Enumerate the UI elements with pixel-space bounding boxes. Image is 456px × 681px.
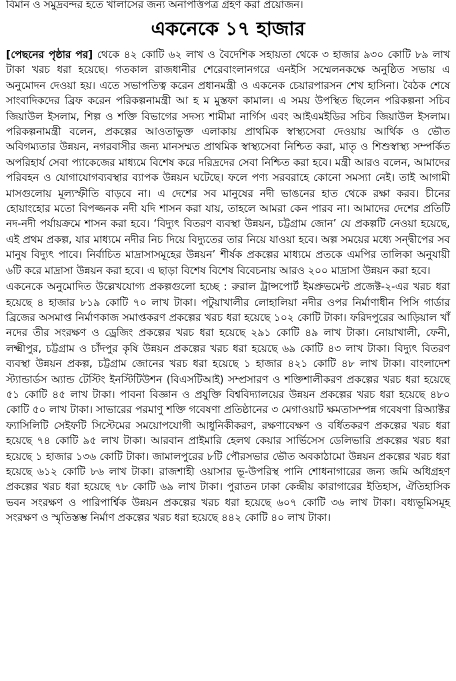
- previous-article-tail: বিমান ও সমুদ্রবন্দর হতে খালাসের জন্য অনাপত্তিপত্র গ্রহণ করা প্রয়োজন।: [6, 0, 304, 11]
- article-paragraph-1: [6, 48, 450, 279]
- continuation-label: [পেছনের পৃষ্ঠার পর]: [6, 49, 93, 61]
- article-paragraph-2: একনেকে অনুমোদিত উল্লেখযোগ্য প্রকল্পগুলো হচ্ছে : রুরাল ট্রান্সপোর্ট ইমপ্রুভমেন্ট প্রজেক্ট-২-এর খরচ ধরা হয়েছে ৪ হাজার ৮১৯ কোটি ৭০ লাখ টাকা। পটুয়াখালীর লোহালিয়া নদীর ওপর নির্মাণাধীন পিসি গার্ডার ব্রিজের অসমাপ্ত নির্মাণকাজ সমাপ্তকরণ প্রকল্পের খরচ ধরা হয়েছে ১০২ কোটি টাকা। ফরিদপুরের আড়িয়াল খাঁ নদের তীর সংরক্ষণ ও ড্রেজিং প্রকল্পের খরচ ধরা হয়েছে ২৯১ কোটি ৪৯ লাখ টাকা। নোয়াখালী, ফেনী, লক্ষ্মীপুর, চট্টগ্রাম ও চাঁদপুর কৃষি উন্নয়ন প্রকল্পের খরচ ধরা হয়েছে ৬৯ কোটি ৪৩ লাখ টাকা। বিদ্যুৎ বিতরণ ব্যবস্থা উন্নয়ন প্রকল্প, চট্টগ্রাম জোনের খরচ ধরা হয়েছে ১ হাজার ৪২১ কোটি ৪৮ লাখ টাকা। বাংলাদেশ স্ট্যান্ডার্ডস অ্যান্ড টেস্টিং ইনস্টিটিউশন (বিএসটিআই) সম্প্রসারণ ও শক্তিশালীকরণ প্রকল্পের খরচ ধরা হয়েছে ৫১ কোটি ৪৫ লাখ টাকা। পাবনা বিজ্ঞান ও প্রযুক্তি বিশ্ববিদ্যালয়ের উন্নয়ন প্রকল্পের খরচ ধরা হয়েছে ৪৮০ কোটি ৫০ লাখ টাকা। সাভারের পরমাণু শক্তি গবেষণা প্রতিষ্ঠানের ৩ মেগাওয়াট ক্ষমতাসম্পন্ন গবেষণা রিঅ্যাক্টর ফ্যাসিলিটি সেইফটি সিস্টেমের সময়োপযোগী আধুনিকীকরণ, রক্ষণাবেক্ষণ ও বর্ধিতকরণ প্রকল্পের খরচ ধরা হয়েছে ৭৪ কোটি ৯৫ লাখ টাকা। আরবান প্রাইমারি হেলথ কেয়ার সার্ভিসেস ডেলিভারি প্রকল্পের খরচ ধরা হয়েছে ১ হাজার ১৩৬ কোটি টাকা। জামালপুরের ৮টি পৌরসভার ভৌত অবকাঠামো উন্নয়ন প্রকল্পের খরচ ধরা হয়েছে ৬১২ কোটি ৮৬ লাখ টাকা। রাজশাহী ওয়াসার ভূ-উপরিস্থ পানি শোধনাগারের জন্য জমি অধিগ্রহণ প্রকল্পের খরচ ধরা হয়েছে ৭৮ কোটি ৬৯ লাখ টাকা। পুরাতন ঢাকা কেন্দ্রীয় কারাগারের ইতিহাস, ঐতিহাসিক ভবন সংরক্ষণ ও পারিপার্শ্বিক উন্নয়ন প্রকল্পের খরচ ধরা হয়েছে ৬০৭ কোটি ৩৬ লাখ টাকা। বধ্যভূমিসমূহ সংরক্ষণ ও স্মৃতিস্তম্ভ নির্মাণ প্রকল্পের খরচ ধরা হয়েছে ৪৪২ কোটি ৪০ লাখ টাকা।: [6, 281, 450, 525]
- article-headline: একনেকে ১৭ হাজার: [150, 18, 305, 40]
- paragraph-1-text: থেকে ৪২ কোটি ৬২ লাখ ও বৈদেশিক সহায়তা থেকে ৩ হাজার ৯৩০ কোটি ৮৯ লাখ টাকা খরচ ধরা হয়েছে। গতকাল রাজধানীর শেরেবাংলানগরে এনইসি সম্মেলনকক্ষে অনুষ্ঠিত সভায় এ অনুমোদন দেওয়া হয়। এতে সভাপতিত্ব করেন প্রধানমন্ত্রী ও একনেক চেয়ারপারসন শেখ হাসিনা। বৈঠক শেষে সাংবাদিকদের ব্রিফ করেন পরিকল্পনামন্ত্রী আ হ ম মুস্তফা কামাল। এ সময় উপস্থিত ছিলেন পরিকল্পনা সচিব জিয়াউল ইসলাম, শিল্প ও শক্তি বিভাগের সদস্য শামীমা নার্গিস এবং আইএমইডির সচিব জিয়াউল ইসলাম। পরিকল্পনামন্ত্রী বলেন, প্রকল্পের আওতাভুক্ত এলাকায় প্রাথমিক স্বাস্থ্যসেবা দেওয়ায় আর্থিক ও ভৌত অবিগম্যতার উন্নয়ন, নগরবাসীর জন্য মানসম্মত প্রাথমিক স্বাস্থ্যসেবা নিশ্চিত করা, মাতৃ ও শিশুস্বাস্থ্য সম্পর্কিত অপরিহার্য সেবা প্যাকেজের মাধ্যমে বিশেষ করে দরিদ্রদের সেবা নিশ্চিত করা হবে। মন্ত্রী আরও বলেন, আমাদের পরিবহন ও যোগাযোগব্যবস্থার ব্যাপক উন্নয়ন ঘটেছে। ফলে পণ্য সরবরাহে কোনো সমস্যা নেই। তাই আগামী মাসগুলোয় মূল্যস্ফীতি বাড়বে না। এ দেশের সব মানুষের নদী ভাঙনের হাত থেকে রক্ষা করব। চীনের হোয়াংহোর মতো বিপজ্জনক নদী যদি শাসন করা যায়, তাহলে আমরা কেন পারব না। আমাদের দেশের প্রতিটি নদ-নদী পর্যায়ক্রমে শাসন করা হবে। ‘বিদ্যুৎ বিতরণ ব্যবস্থা উন্নয়ন, চট্টগ্রাম জোন’ যে প্রকল্পটি নেওয়া হয়েছে, এই প্রথম প্রকল্প, যার মাধ্যমে নদীর নিচ দিয়ে বিদ্যুতের তার নিয়ে যাওয়া হবে। অল্প সময়ের মধ্যে সন্দ্বীপের সব মানুষ বিদ্যুৎ পাবে। নির্বাচিত মাদ্রাসাসমূহের উন্নয়ন’ শীর্ষক প্রকল্পের মাধ্যমে প্রতকে এমপির তালিকা অনুযায়ী ৬টি করে মাদ্রাসা উন্নয়ন করা হবে। এ ছাড়া বিশেষ বিশেষ বিবেচনায় আরও ২০০ মাদ্রাসা উন্নয়ন করা হবে।: [6, 49, 450, 277]
